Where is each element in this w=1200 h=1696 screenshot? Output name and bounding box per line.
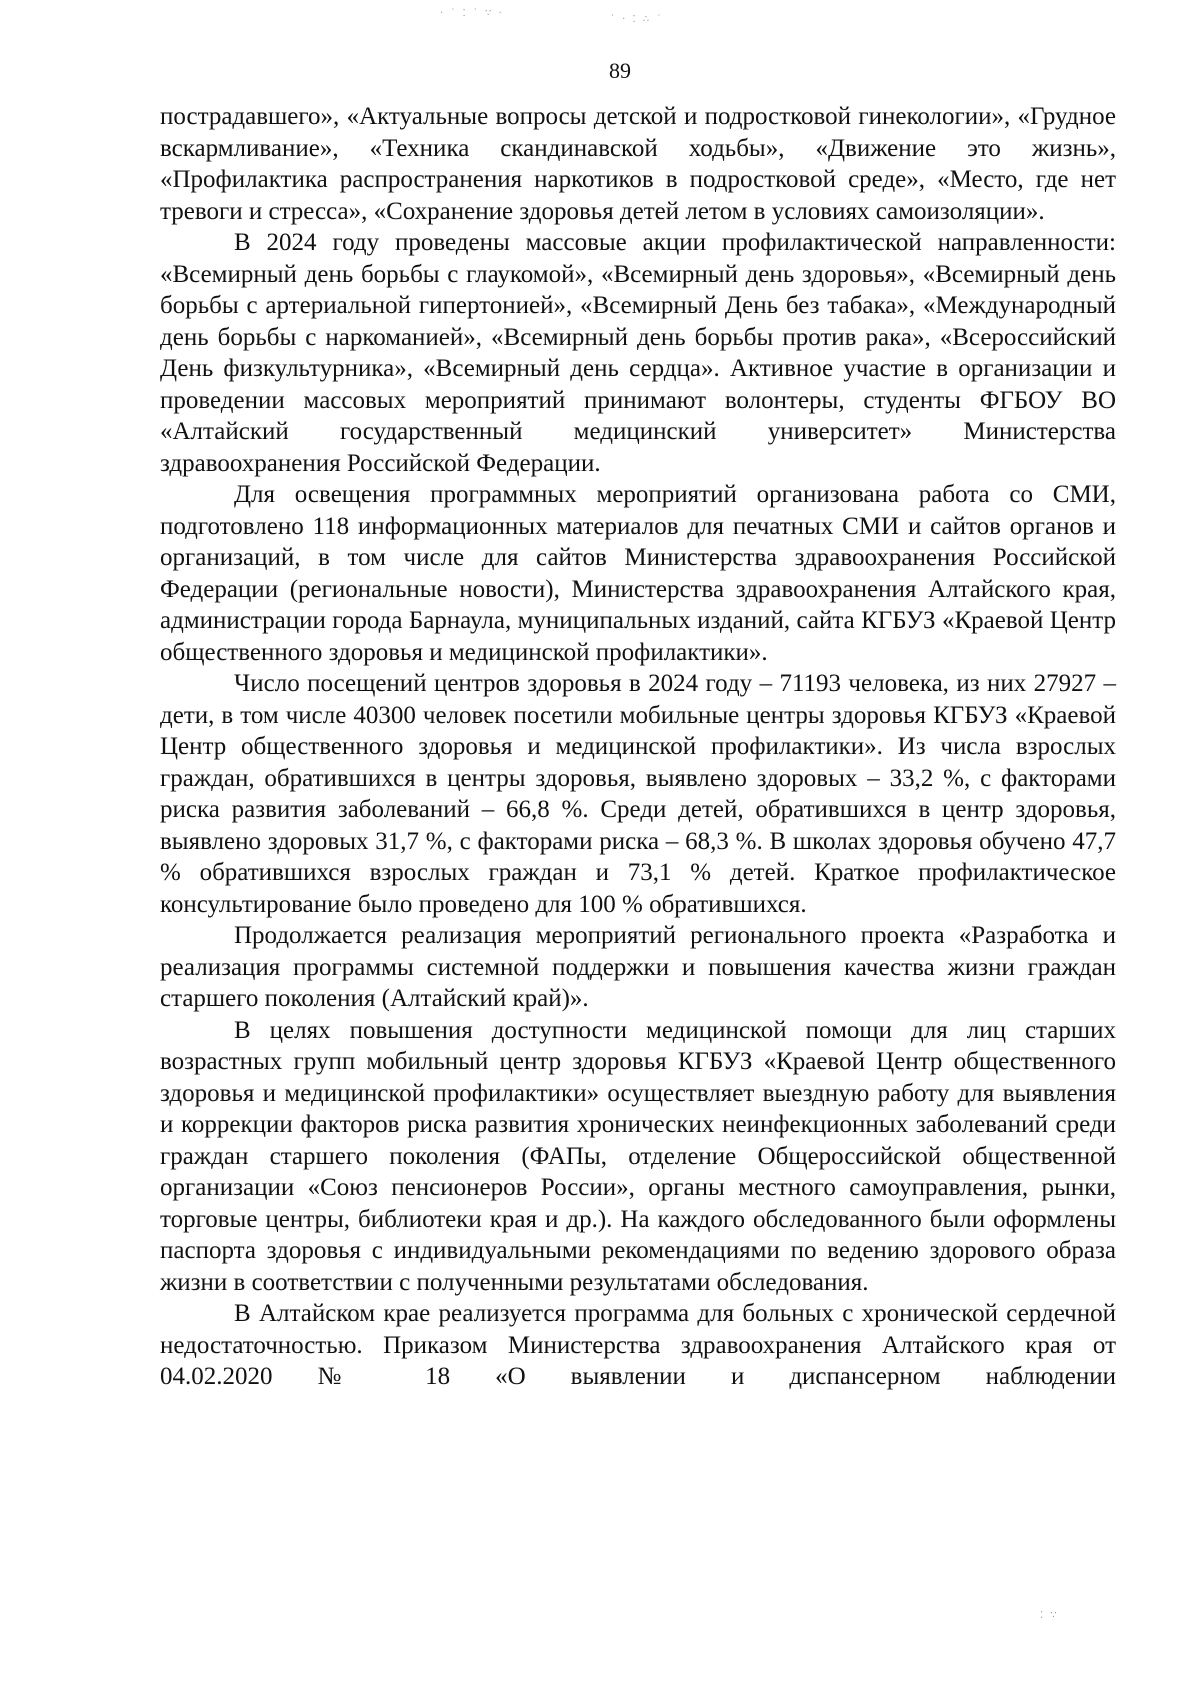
paragraph-3: Для освещения программных мероприятий организована работа со СМИ, подготовлено 118 информационных материалов для печатных СМИ и сайтов органов и организаций, в том числе для сайтов Министерства здравоохранения Российской Федерации (региональные новости), Министерства здравоохранения Алтайского края, администрации города Барнаула, муниципальных изданий, сайта КГБУЗ «Краевой Центр общественного здоровья и медицинской профилактики». (160, 481, 1116, 666)
scan-artifact: ⁚ ∵ (1040, 1610, 1059, 1621)
paragraph-7: В Алтайском крае реализуется программа для больных с хронической сердечной недостаточностью. Приказом Министерства здравоохранения Алтайского края от 04.02.2020 № 18 «О выявлении и диспансерном наблюдении (160, 1300, 1116, 1390)
scan-artifact: · ˙ ⁚ ˙ ∵ · (440, 8, 504, 19)
page-number: 89 (609, 58, 631, 83)
paragraph-6: В целях повышения доступности медицинской помощи для лиц старших возрастных групп мобильный центр здоровья КГБУЗ «Краевой Центр общественного здоровья и медицинской профилактики» осуществляет выездную работу для выявления и коррекции факторов риска развития хронических неинфекционных заболеваний среди граждан старшего поколения (ФАПы, отделение Общероссийской общественной организации «Союз пенсионеров России», органы местного самоуправления, рынки, торговые центры, библиотеки края и др.). На каждого обследованного были оформлены паспорта здоровья с индивидуальными рекомендациями по ведению здорового образа жизни в соответствии с полученными результатами обследования. (160, 1016, 1116, 1296)
paragraph-5: Продолжается реализация мероприятий регионального проекта «Разработка и реализация программы системной поддержки и повышения качества жизни граждан старшего поколения (Алтайский край)». (160, 922, 1116, 1012)
paragraph-1: пострадавшего», «Актуальные вопросы детской и подростковой гинекологии», «Грудное вскармливание», «Техника скандинавской ходьбы», «Движение это жизнь», «Профилактика распространения наркотиков в подростковой среде», «Место, где нет тревоги и стресса», «Сохранение здоровья детей летом в условиях самоизоляции». (160, 103, 1116, 225)
scan-artifact: ˙ · ⁚ ∴ ˙ (610, 14, 664, 25)
body-text (160, 101, 1116, 1393)
paragraph-4: Число посещений центров здоровья в 2024 году – 71193 человека, из них 27927 – дети, в том числе 40300 человек посетили мобильные центры здоровья КГБУЗ «Краевой Центр общественного здоровья и медицинской профилактики». Из числа взрослых граждан, обратившихся в центры здоровья, выявлено здоровых – 33,2 %, с факторами риска развития заболеваний – 66,8 %. Среди детей, обратившихся в центр здоровья, выявлено здоровых 31,7 %, с факторами риска – 68,3 %. В школах здоровья обучено 47,7 % обратившихся взрослых граждан и 73,1 % детей. Краткое профилактическое консультирование было проведено для 100 % обратившихся. (160, 670, 1116, 918)
paragraph-2: В 2024 году проведены массовые акции профилактической направленности: «Всемирный день борьбы с глаукомой», «Всемирный день здоровья», «Всемирный день борьбы с артериальной гипертонией», «Всемирный День без табака», «Международный день борьбы с наркоманией», «Всемирный день борьбы против рака», «Всероссийский День физкультурника», «Всемирный день сердца». Активное участие в организации и проведении массовых мероприятий принимают волонтеры, студенты ФГБОУ ВО «Алтайский государственный медицинский университет» Министерства здравоохранения Российской Федерации. (160, 229, 1116, 477)
